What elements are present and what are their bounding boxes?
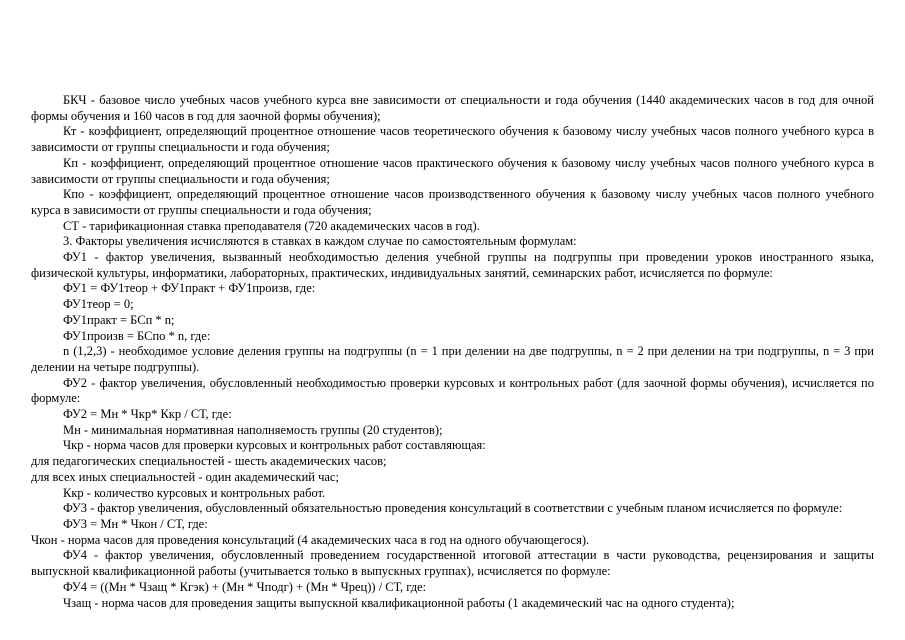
paragraph: ФУ2 = Мн * Чкр* Ккр / СТ, где: [63, 407, 232, 422]
document-body [31, 93, 874, 611]
paragraph: Кт - коэффициент, определяющий процентное отношение часов теоретического обучения к базовому числу учебных часов полного учебного курса в зависимости от группы специальности и года обучения; [31, 124, 874, 155]
paragraph: Чкр - норма часов для проверки курсовых и контрольных работ составляющая: [63, 438, 486, 453]
paragraph: Кп - коэффициент, определяющий процентное отношение часов практического обучения к базовому числу учебных часов полного учебного курса в зависимости от группы специальности и года обучения; [31, 155, 874, 186]
paragraph: ФУ1практ = БСп * n; [63, 312, 175, 327]
paragraph: ФУ4 - фактор увеличения, обусловленный проведением государственной итоговой аттестации в части руководства, рецензирования и защиты выпускной квалификационной работы (учитывается только в выпускных группах), исчисляется по формуле: [31, 548, 874, 579]
paragraph: ФУ2 - фактор увеличения, обусловленный необходимостью проверки курсовых и контрольных работ (для заочной формы обучения), исчисляется по формуле: [31, 375, 874, 406]
paragraph: Ккр - количество курсовых и контрольных работ. [63, 485, 326, 500]
paragraph: ФУ1произв = БСпо * n, где: [63, 328, 211, 343]
paragraph: Мн - минимальная нормативная наполняемость группы (20 студентов); [63, 422, 443, 437]
paragraph: ФУ3 - фактор увеличения, обусловленный обязательностью проведения консультаций в соответствии с учебным планом исчисляется по формуле: [63, 501, 843, 516]
paragraph: СТ - тарификационная ставка преподавателя (720 академических часов в год). [63, 218, 480, 233]
paragraph: ФУ1теор = 0; [63, 297, 134, 312]
paragraph: Кпо - коэффициент, определяющий процентное отношение часов производственного обучения к базовому числу учебных часов полного учебного курса в зависимости от группы специальности и года обучения; [31, 187, 874, 217]
paragraph: Чкон - норма часов для проведения консультаций (4 академических часа в год на одного обучающегося). [31, 532, 590, 547]
paragraph: ФУ4 = ((Мн * Чзащ * Кгэк) + (Мн * Чподг) + (Мн * Чрец)) / СТ, где: [63, 579, 427, 594]
paragraph: Чзащ - норма часов для проведения защиты выпускной квалификационной работы (1 академический час на одного студента); [63, 595, 735, 610]
paragraph: БКЧ - базовое число учебных часов учебного курса вне зависимости от специальности и года обучения (1440 академических часов в год для очной формы обучения и 160 часов в год для заочной формы обучения); [31, 93, 874, 123]
paragraph: 3. Факторы увеличения исчисляются в ставках в каждом случае по самостоятельным формулам: [63, 234, 577, 249]
paragraph: n (1,2,3) - необходимое условие деления группы на подгруппы (n = 1 при делении на две подгруппы, n = 2 при делении на три подгруппы, n = 3 при делении на четыре подгруппы). [31, 344, 874, 374]
paragraph: ФУ3 = Мн * Чкон / СТ, где: [63, 516, 208, 531]
paragraph: для всех иных специальностей - один академический час; [31, 469, 339, 484]
paragraph: ФУ1 = ФУ1теор + ФУ1практ + ФУ1произв, где: [63, 281, 316, 296]
paragraph: ФУ1 - фактор увеличения, вызванный необходимостью деления учебной группы на подгруппы при проведении уроков иностранного языка, физической культуры, информатики, лабораторных, практических, индивидуальных занятий, семинарских работ, исчисляется по формуле: [31, 250, 874, 280]
paragraph: для педагогических специальностей - шесть академических часов; [31, 454, 387, 469]
